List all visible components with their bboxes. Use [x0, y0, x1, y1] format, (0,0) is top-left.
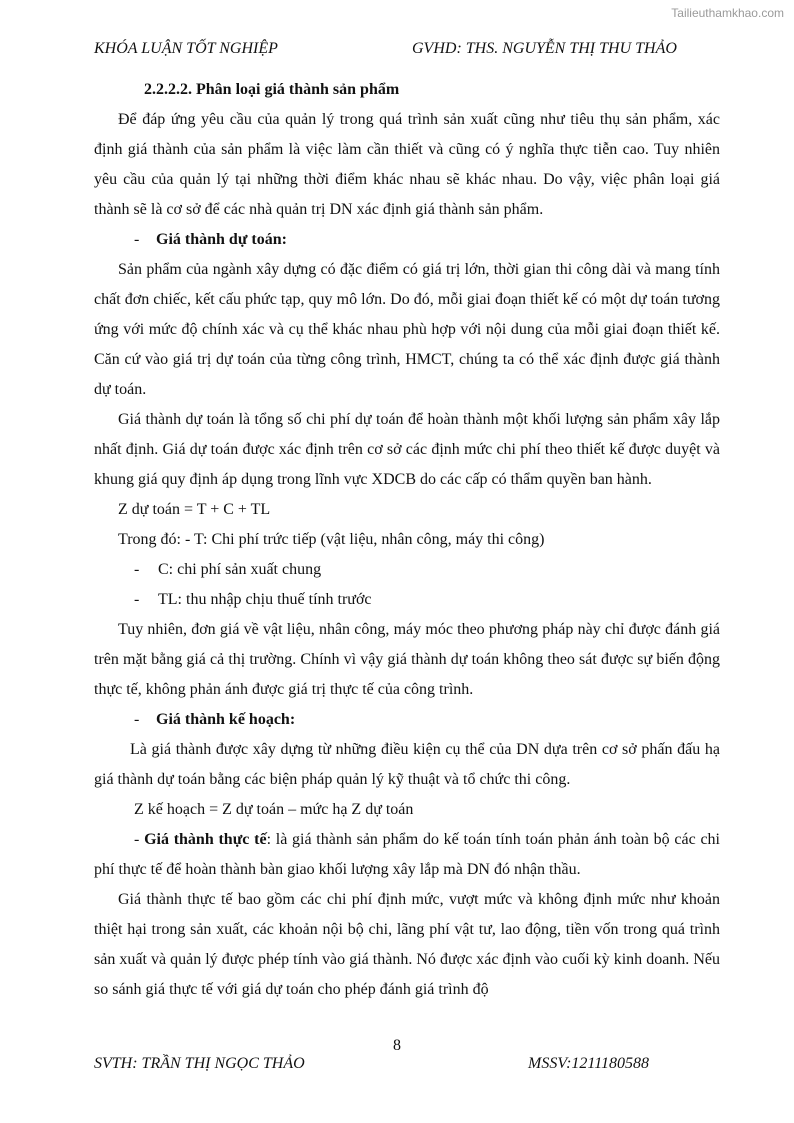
actual-paragraph-1: [94, 825, 720, 885]
section-heading: 2.2.2.2. Phân loại giá thành sản phẩm: [144, 81, 400, 98]
page-number: 8: [393, 1037, 401, 1054]
page-body: [94, 75, 720, 1005]
planned-paragraph: Là giá thành được xây dựng từ những điều kiện cụ thể của DN dựa trên cơ sở phấn đấu hạ giá thành dự toán bằng các biện pháp quản lý kỹ thuật và tổ chức thi công.: [94, 741, 720, 788]
dash-marker: -: [134, 231, 140, 248]
estimate-heading: [94, 225, 720, 255]
list-item-text: C: chi phí sản xuất chung: [158, 561, 322, 578]
estimate-paragraph-1: Sản phẩm của ngành xây dựng có đặc điểm có giá trị lớn, thời gian thi công dài và mang tính chất đơn chiếc, kết cấu phức tạp, quy mô lớn. Do đó, mỗi giai đoạn thiết kế có một dự toán tương ứng với mức độ chính xác và cụ thể khác nhau phù hợp với nội dung của mỗi giai đoạn thiết kế. Căn cứ vào giá trị dự toán của từng công trình, HMCT, chúng ta có thể xác định được giá thành dự toán.: [94, 261, 720, 398]
watermark: Tailieuthamkhao.com: [671, 6, 784, 20]
estimate-formula: Z dự toán = T + C + TL: [118, 501, 271, 518]
running-footer: [94, 1055, 700, 1073]
header-advisor: GVHD: THS. NGUYỄN THỊ THU THẢO: [412, 40, 677, 57]
header-thesis-label: KHÓA LUẬN TỐT NGHIỆP: [94, 40, 278, 57]
actual-paragraph-2: Giá thành thực tế bao gồm các chi phí định mức, vượt mức và không định mức như khoản thiệt hại trong sản xuất, các khoản nội bộ chi, lãng phí vật tư, lao động, tiền vốn trong quá trình sản xuất và quản lý được phép tính vào giá thành. Nó được xác định vào cuối kỳ kinh doanh. Nếu so sánh giá thực tế với giá dự toán cho phép đánh giá trình độ: [94, 891, 720, 998]
dash-marker: -: [134, 831, 140, 848]
estimate-paragraph-2: Giá thành dự toán là tổng số chi phí dự toán để hoàn thành một khối lượng sản phẩm xây lắp nhất định. Giá dự toán được xác định trên cơ sở các định mức chi phí theo thiết kế được duyệt và khung giá quy định áp dụng trong lĩnh vực XDCB do các cấp có thẩm quyền ban hành.: [94, 411, 720, 488]
list-item-text: TL: thu nhập chịu thuế tính trước: [158, 591, 372, 608]
list-item: [94, 585, 720, 615]
footer-student-name: SVTH: TRẦN THỊ NGỌC THẢO: [94, 1055, 305, 1072]
estimate-title: Giá thành dự toán:: [156, 231, 287, 248]
footer-student-id: MSSV:1211180588: [528, 1055, 650, 1072]
planned-heading: [94, 705, 720, 735]
dash-marker: -: [134, 561, 140, 578]
estimate-where-line: Trong đó: - T: Chi phí trức tiếp (vật liệu, nhân công, máy thi công): [118, 531, 545, 548]
list-item: [94, 555, 720, 585]
estimate-paragraph-3: Tuy nhiên, đơn giá về vật liệu, nhân công, máy móc theo phương pháp này chỉ được đánh giá trên mặt bằng giá cả thị trường. Chính vì vậy giá thành dự toán không theo sát được sự biến động thực tế, không phản ánh được giá trị thực tế của công trình.: [94, 621, 720, 698]
dash-marker: -: [134, 591, 140, 608]
dash-marker: -: [134, 711, 140, 728]
actual-title: Giá thành thực tế: [144, 831, 267, 848]
planned-formula: Z kế hoạch = Z dự toán – mức hạ Z dự toán: [134, 801, 414, 818]
actual-definition: : là giá thành sản phẩm do kế toán tính toán phản ánh toàn bộ các chi phí thực tế để hoàn thành bàn giao khối lượng xây lắp mà DN đó nhận thầu.: [94, 831, 720, 878]
running-header: [94, 40, 700, 58]
planned-title: Giá thành kế hoạch:: [156, 711, 296, 728]
intro-paragraph: Để đáp ứng yêu cầu của quản lý trong quá trình sản xuất cũng như tiêu thụ sản phẩm, xác định giá thành của sản phẩm là việc làm cần thiết và cũng có ý nghĩa thực tiễn cao. Tuy nhiên yêu cầu của quản lý tại những thời điểm khác nhau sẽ khác nhau. Do vậy, việc phân loại giá thành sẽ là cơ sở để các nhà quản trị DN xác định giá thành sản phẩm.: [94, 111, 720, 218]
